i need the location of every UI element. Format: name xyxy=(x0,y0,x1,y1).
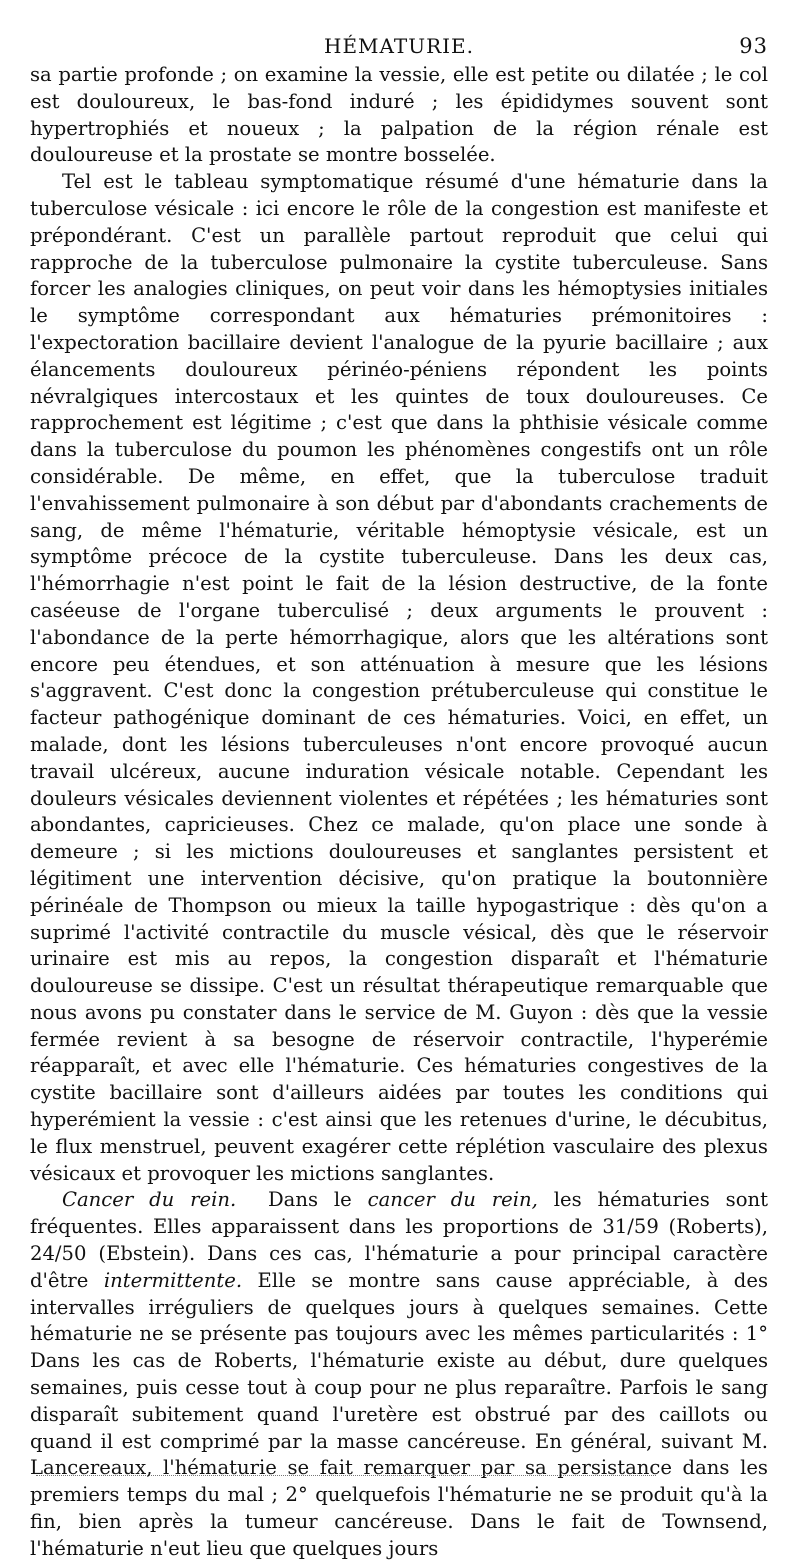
body-text xyxy=(30,62,768,1563)
page-header xyxy=(30,30,768,62)
text-run: Dans le xyxy=(267,1188,352,1212)
running-head: HÉMATURIE. xyxy=(324,34,474,58)
paragraph-cancer-du-rein xyxy=(30,1187,768,1562)
footer-dotted-rule xyxy=(36,1475,656,1476)
italic-term: intermittente. xyxy=(103,1268,243,1292)
paragraph-tuberculose: Tel est le tableau symptomatique résumé d'une hématurie dans la tuberculose vésicale : ici encore le rôle de la congestion est manifeste et prépondérant. C'est un parallèle partout reproduit que celui qui rapproche de la tuberculose pulmonaire la cystite tuberculeuse. Sans forcer les analogies cliniques, on peut voir dans les hémoptysies initiales le symptôme correspondant aux hématuries prémonitoires : l'expectoration bacillaire devient l'analogue de la pyurie bacillaire ; aux élancements douloureux périnéo-péniens répondent les points névralgiques intercostaux et les quintes de toux douloureuses. Ce rapprochement est légitime ; c'est que dans la phthisie vésicale comme dans la tuberculose du poumon les phénomènes congestifs ont un rôle considérable. De même, en effet, que la tuberculose traduit l'envahissement pulmonaire à son début par d'abondants crachements de sang, de même l'hématurie, véritable hémoptysie vésicale, est un symptôme précoce de la cystite tuberculeuse. Dans les deux cas, l'hémorrhagie n'est point le fait de la lésion destructive, de la fonte caséeuse de l'organe tuberculisé ; deux arguments le prouvent : l'abondance de la perte hémorrhagique, alors que les altérations sont encore peu étendues, et son atténuation à mesure que les lésions s'aggravent. C'est donc la congestion prétuberculeuse qui constitue le facteur pathogénique dominant de ces hématuries. Voici, en effet, un malade, dont les lésions tuberculeuses n'ont encore provoqué aucun travail ulcéreux, aucune induration vésicale notable. Cependant les douleurs vésicales deviennent violentes et répétées ; les hématuries sont abondantes, capricieuses. Chez ce malade, qu'on place une sonde à demeure ; si les mictions douloureuses et sanglantes persistent et légitiment une intervention décisive, qu'on pratique la boutonnière périnéale de Thompson ou mieux la taille hypogastrique : dès qu'on a suprimé l'activité contractile du muscle vésical, dès que le réservoir urinaire est mis au repos, la congestion disparaît et l'hématurie douloureuse se dissipe. C'est un résultat thérapeutique remarquable que nous avons pu constater dans le service de M. Guyon : dès que la vessie fermée revient à sa besogne de réservoir contractile, l'hyperémie réapparaît, et avec elle l'hématurie. Ces hématuries congestives de la cystite bacillaire sont d'ailleurs aidées par toutes les conditions qui hyperémient la vessie : c'est ainsi que les retenues d'urine, le décubitus, le flux menstruel, peuvent exagérer cette réplétion vasculaire des plexus vésicaux et provoquer les mictions sanglantes. xyxy=(30,170,768,1185)
section-heading-cancer-du-rein: Cancer du rein. xyxy=(62,1188,237,1212)
book-page xyxy=(30,30,768,1563)
paragraph-continuation: sa partie profonde ; on examine la vessie, elle est petite ou dilatée ; le col est douloureux, le bas-fond induré ; les épididymes souvent sont hypertrophiés et noueux ; la palpation de la région rénale est douloureuse et la prostate se montre bosselée. xyxy=(30,63,768,167)
text-run: les hématuries sont fréquentes. Elles apparaissent dans les proportions de 31/59 (Roberts), 24/50 (Ebstein). Dans ces cas, l'hématurie a pour principal caractère d'être xyxy=(30,1188,768,1292)
page-number: 93 xyxy=(739,34,768,58)
italic-term: cancer du rein, xyxy=(367,1188,538,1212)
text-run: Elle se montre sans cause appréciable, à des intervalles irréguliers de quelques jours à quelques semaines. Cette hématurie ne se présente pas toujours avec les mêmes particularités : 1° Dans les cas de Roberts, l'hématurie existe au début, dure quelques semaines, puis cesse tout à coup pour ne plus reparaître. Parfois le sang disparaît subitement quand l'uretère est obstrué par des caillots ou quand il est comprimé par la masse cancéreuse. En général, suivant M. Lancereaux, l'hématurie se fait remarquer par sa persistance dans les premiers temps du mal ; 2° quelquefois l'hématurie ne se produit qu'à la fin, bien après la tumeur cancéreuse. Dans le fait de Townsend, l'hématurie n'eut lieu que quelques jours xyxy=(30,1268,769,1560)
